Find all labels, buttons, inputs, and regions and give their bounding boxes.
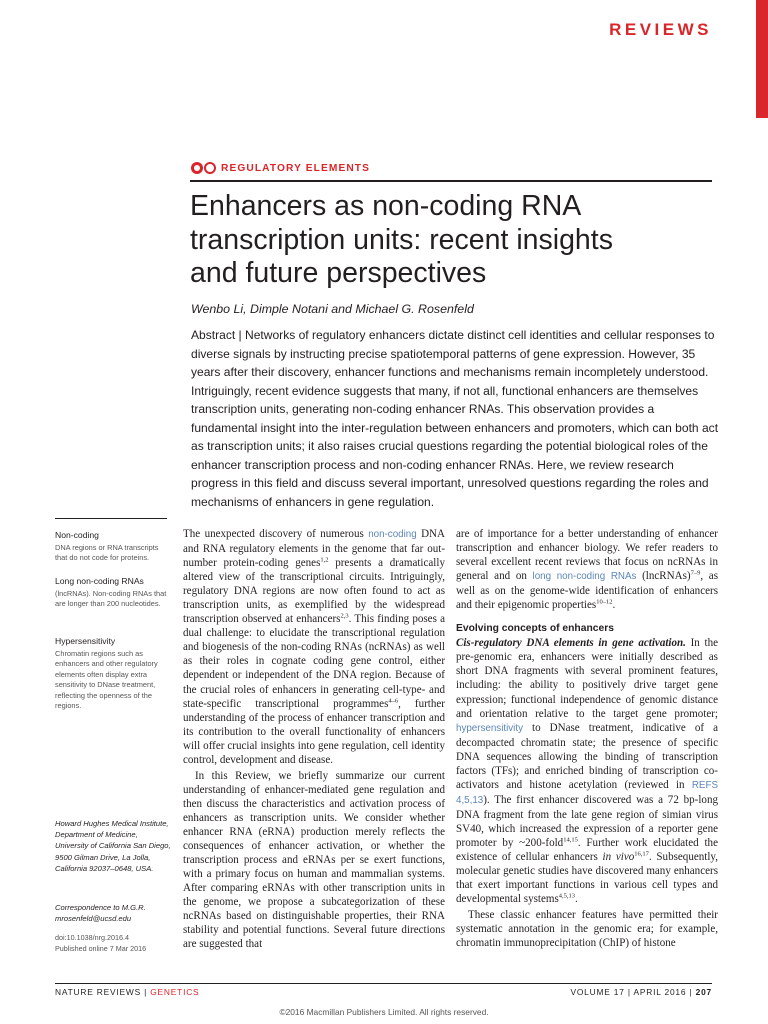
page-number: 207 <box>695 987 712 997</box>
published-date: Published online 7 Mar 2016 <box>55 943 147 953</box>
paragraph: are of importance for a better understanding of enhancer transcription and enhancer biology. We refer readers to several excellent recent reviews that focus on ncRNAs in general and on long non-coding RNAs (lncRNAs)$^{7-9}$, as well as on the genome-wide identification of enhancers and their epigenomic properties$^{10-12}$. <box>456 528 718 612</box>
glossary-entry <box>55 530 167 564</box>
title-rule <box>190 180 712 182</box>
affiliation: Howard Hughes Medical Institute, Department of Medicine, University of California San Diego, 9500 Gilman Drive, La Jolla, California 92037–0648, USA. <box>55 819 171 873</box>
glossary-entry <box>55 576 167 610</box>
copyright: ©2016 Macmillan Publishers Limited. All rights reserved. <box>279 1007 489 1017</box>
body-column-2 <box>456 527 718 950</box>
paragraph: These classic enhancer features have permitted their systematic annotation in the genomic era; for example, chromatin immunoprecipitation (ChIP) of histone <box>456 909 718 950</box>
paragraph: The unexpected discovery of numerous non-coding DNA and RNA regulatory elements in the genome that far out-number protein-coding genes$^{1,2}$ presents a dramatically altered view of the transcriptional circuits. Intriguingly, regulatory DNA regions are now often found to act as transcription units, as exemplified by the widespread transcription observed at enhancers$^{2,3}$. This finding poses a dual challenge: to elucidate the transcriptional regulation and biogenesis of the non-coding RNAs (ncRNAs) as well as their roles in cognate coding gene control, either dependent or independent of the DNA region. Because of the crucial roles of enhancers in generating cell-type- and state-specific transcriptional programmes$^{4-6}$, further understanding of the process of enhancer transcription and its contribution to the overall functionality of enhancers will offer crucial insights into gene regulation, cell identity control, development and disease. <box>183 528 446 766</box>
title-line-2: transcription units: recent insights <box>190 223 613 256</box>
abstract-label: Abstract <box>191 328 236 342</box>
doi-block <box>55 933 173 954</box>
article-title <box>190 190 730 291</box>
doi[interactable]: doi:10.1038/nrg.2016.4 <box>55 933 129 942</box>
footer-volume: VOLUME 17 | APRIL 2016 | 207 <box>570 987 712 997</box>
authors: Wenbo Li, Dimple Notani and Michael G. Rosenfeld <box>191 302 474 316</box>
glossary-link[interactable]: long non-coding RNAs <box>532 571 637 583</box>
footer-rule <box>55 983 712 984</box>
section-heading: Evolving concepts of enhancers <box>456 623 614 635</box>
glossary-entry <box>55 636 167 712</box>
target-icon <box>191 162 203 174</box>
title-line-3: and future perspectives <box>190 257 487 289</box>
glossary-definition: (lncRNAs). Non-coding RNAs that are longer than 200 nucleotides. <box>55 588 167 608</box>
section-label-text: REGULATORY ELEMENTS <box>221 162 371 174</box>
glossary-definition: DNA regions or RNA transcripts that do not code for proteins. <box>55 542 159 562</box>
glossary-link[interactable]: hypersensitivity <box>456 722 523 734</box>
paragraph: In this Review, we briefly summarize our current understanding of enhancer-mediated gene regulation and then discuss the characteristics and activation process of enhancers as transcription units. We consider whether enhancer RNA (eRNA) production merely reflects the consequences of enhancer activation, or whether the transcription process and eRNAs per se exert functions, with a primary focus on human and mammalian systems. After comparing eRNAs with other transcription units in the genome, we propose a subcategorization of these ncRNAs based on distinguishable properties, their RNA stability and potential functions. Several future directions are suggested that <box>183 769 445 951</box>
correspondence[interactable]: Correspondence to M.G.R. mrosenfeld@ucsd.edu <box>55 903 146 924</box>
body-column-1 <box>183 527 445 951</box>
paragraph: Cis-regulatory DNA elements in gene activation. In the pre-genomic era, enhancers were initially described as short DNA fragments with several prominent features, including: the ability to positively drive target gene expression; functional independence of genomic distance and orientation relative to the target gene promoter; hypersensitivity to DNase treatment, indicative of a decompacted chromatin state; the presence of specific DNA sequences allowing the binding of transcription factors (TFs); and enriched binding of transcription co-activators and histone acetylation (reviewed in REFS 4,5,13). The first enhancer discovered was a 72 bp-long DNA fragment from the late gene region of simian virus SV40, which increased the expression of a reporter gene promoter by ~200-fold$^{14,15}$. Further work elucidated the existence of cellular enhancers in vivo$^{16,17}$. Subsequently, molecular genetic studies have discovered many enhancers that exert important functions in various cell types and developmental systems$^{4,5,13}$. <box>456 637 718 906</box>
abstract: Abstract | Networks of regulatory enhancers dictate distinct cell identities and cellular responses to diverse signals by instructing precise spatiotemporal patterns of gene expression. However, 35 years after their discovery, enhancer functions and mechanisms remain incompletely understood. Intriguingly, recent evidence suggests that many, if not all, functional enhancers are themselves transcription units, generating non-coding enhancer RNAs. This observation provides a fundamental insight into the inter-regulation between enhancers and promoters, which can both act as transcription units; it also raises crucial questions regarding the potential biological roles of the enhancer transcription process and non-coding enhancer RNAs. Here, we review research progress in this field and discuss several important, unresolved questions regarding the roles and mechanisms of enhancers in gene regulation. <box>191 328 719 509</box>
ring-icon <box>204 162 216 174</box>
glossary-definition: Chromatin regions such as enhancers and other regulatory elements often display extra sensitivity to DNase treatment, reflecting the openness of the regions. <box>55 648 158 710</box>
journal-name: NATURE REVIEWS <box>55 987 141 997</box>
glossary-term: Hypersensitivity <box>55 636 116 646</box>
volume: VOLUME 17 <box>570 987 625 997</box>
glossary-term: Non-coding <box>55 530 99 540</box>
reviews-tag: REVIEWS <box>609 20 712 39</box>
glossary-link[interactable]: non-coding <box>368 529 417 540</box>
sidebar-rule <box>55 518 167 519</box>
issue-date: APRIL 2016 <box>633 987 687 997</box>
section-label <box>191 162 370 174</box>
footer-journal: NATURE REVIEWS | GENETICS <box>55 987 200 997</box>
refs-link[interactable]: REFS 4,5,13 <box>456 779 718 806</box>
title-line-1: Enhancers as non-coding RNA <box>190 190 582 222</box>
abstract-text: Networks of regulatory enhancers dictate distinct cell identities and cellular responses to diverse signals by instructing precise spatiotemporal patterns of gene expression. However, 35 years after their discovery, enhancer functions and mechanisms remain incompletely understood. Intriguingly, recent evidence suggests that many, if not all, functional enhancers are themselves transcription units, generating non-coding enhancer RNAs. This observation provides a fundamental insight into the inter-regulation between enhancers and promoters, which can both act as transcription units; it also raises crucial questions regarding the potential biological roles of the enhancer transcription process and non-coding enhancer RNAs. Here, we review research progress in this field and discuss several important, unresolved questions regarding the roles and mechanisms of enhancers in gene regulation. <box>191 328 719 509</box>
header-accent-bar <box>756 0 768 118</box>
journal-section: GENETICS <box>150 987 200 997</box>
glossary-term: Long non-coding RNAs <box>55 576 144 586</box>
